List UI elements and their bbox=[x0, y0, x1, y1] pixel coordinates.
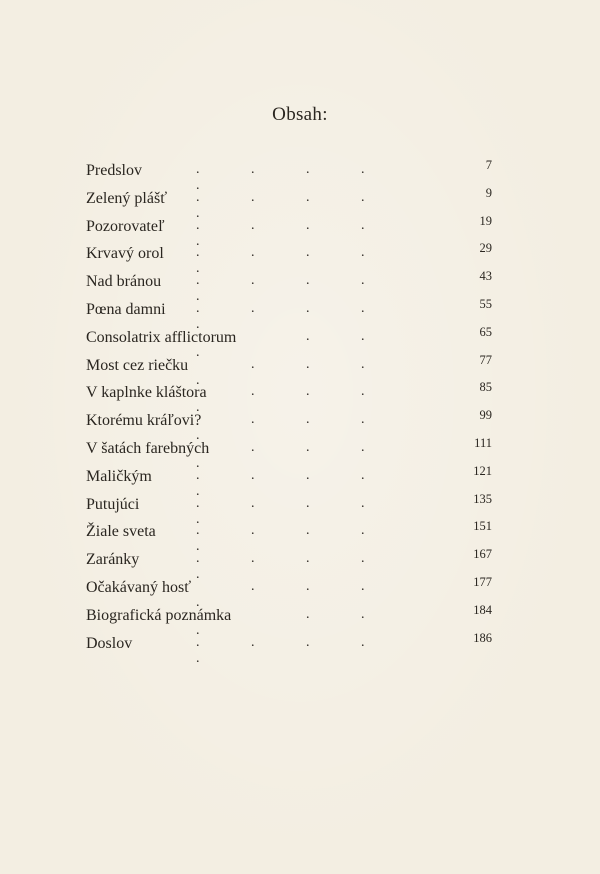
dot-leaders: . . .. bbox=[196, 384, 365, 416]
dot-leaders: . . .. bbox=[196, 439, 365, 471]
dot-leaders: . .. bbox=[196, 606, 365, 638]
dot-leaders: . . . .. bbox=[196, 217, 365, 249]
entry-page-number: 151 bbox=[473, 519, 492, 534]
dot-leaders: . . . .. bbox=[196, 245, 365, 277]
entry-page-number: 19 bbox=[479, 213, 492, 228]
entry-page-number: 65 bbox=[479, 324, 492, 339]
dot-leaders: . . . .. bbox=[196, 273, 365, 305]
entry-page-number: 77 bbox=[479, 352, 492, 367]
dot-leaders: . . . .. bbox=[196, 189, 365, 221]
dot-leaders: . . . .. bbox=[196, 162, 365, 193]
table-of-contents bbox=[86, 158, 506, 666]
entry-title: Očakávaný hosť bbox=[86, 578, 192, 596]
entry-title: Ktorému kráľovi? bbox=[86, 412, 202, 430]
entry-title: Zaránky bbox=[86, 551, 140, 569]
dot-leaders: . . .. bbox=[196, 578, 365, 610]
entry-page-number: 99 bbox=[479, 408, 492, 423]
dot-leaders: . . . .. bbox=[196, 523, 365, 555]
entry-title: Doslov bbox=[86, 634, 133, 652]
contents-heading: Obsah: bbox=[272, 104, 328, 125]
entry-title: V kaplnke kláštora bbox=[86, 384, 207, 402]
dot-leaders: . . . .. bbox=[196, 467, 365, 499]
toc-entry bbox=[86, 158, 506, 193]
entry-title: Predslov bbox=[86, 162, 142, 179]
entry-page-number: 184 bbox=[473, 602, 492, 617]
entry-title: Krvavý orol bbox=[86, 245, 164, 263]
entry-page-number: 186 bbox=[473, 630, 492, 645]
dot-leaders: . . .. bbox=[196, 412, 365, 444]
entry-page-number: 85 bbox=[479, 380, 492, 395]
entry-page-number: 9 bbox=[485, 185, 492, 200]
entry-page-number: 177 bbox=[473, 574, 492, 589]
toc-entry bbox=[86, 630, 506, 666]
dot-leaders: . . . .. bbox=[196, 634, 365, 666]
dot-leaders: . .. bbox=[196, 328, 365, 360]
entry-page-number: 29 bbox=[479, 241, 492, 256]
entry-title: Consolatrix afflictorum bbox=[86, 328, 237, 346]
dot-leaders: . . . .. bbox=[196, 495, 365, 527]
entry-title: Biografická poznámka bbox=[86, 606, 232, 624]
entry-title: Most cez riečku bbox=[86, 356, 189, 374]
entry-title: Nad bránou bbox=[86, 273, 162, 291]
entry-title: V šatách farebných bbox=[86, 439, 210, 457]
entry-page-number: 7 bbox=[485, 158, 492, 172]
entry-page-number: 55 bbox=[479, 296, 492, 311]
dot-leaders: . . . .. bbox=[196, 551, 365, 583]
dot-leaders: . . .. bbox=[196, 356, 365, 388]
entry-page-number: 167 bbox=[473, 547, 492, 562]
entry-title: Putujúci bbox=[86, 495, 140, 513]
entry-page-number: 121 bbox=[473, 463, 492, 478]
entry-page-number: 43 bbox=[479, 269, 492, 284]
entry-title: Pœna damni bbox=[86, 300, 166, 318]
entry-page-number: 111 bbox=[474, 435, 492, 450]
entry-title: Pozorovateľ bbox=[86, 217, 165, 235]
entry-title: Maličkým bbox=[86, 467, 152, 485]
entry-title: Žiale sveta bbox=[86, 523, 156, 541]
entry-page-number: 135 bbox=[473, 491, 492, 506]
entry-title: Zelený plášť bbox=[86, 189, 168, 207]
dot-leaders: . . . .. bbox=[196, 300, 365, 332]
